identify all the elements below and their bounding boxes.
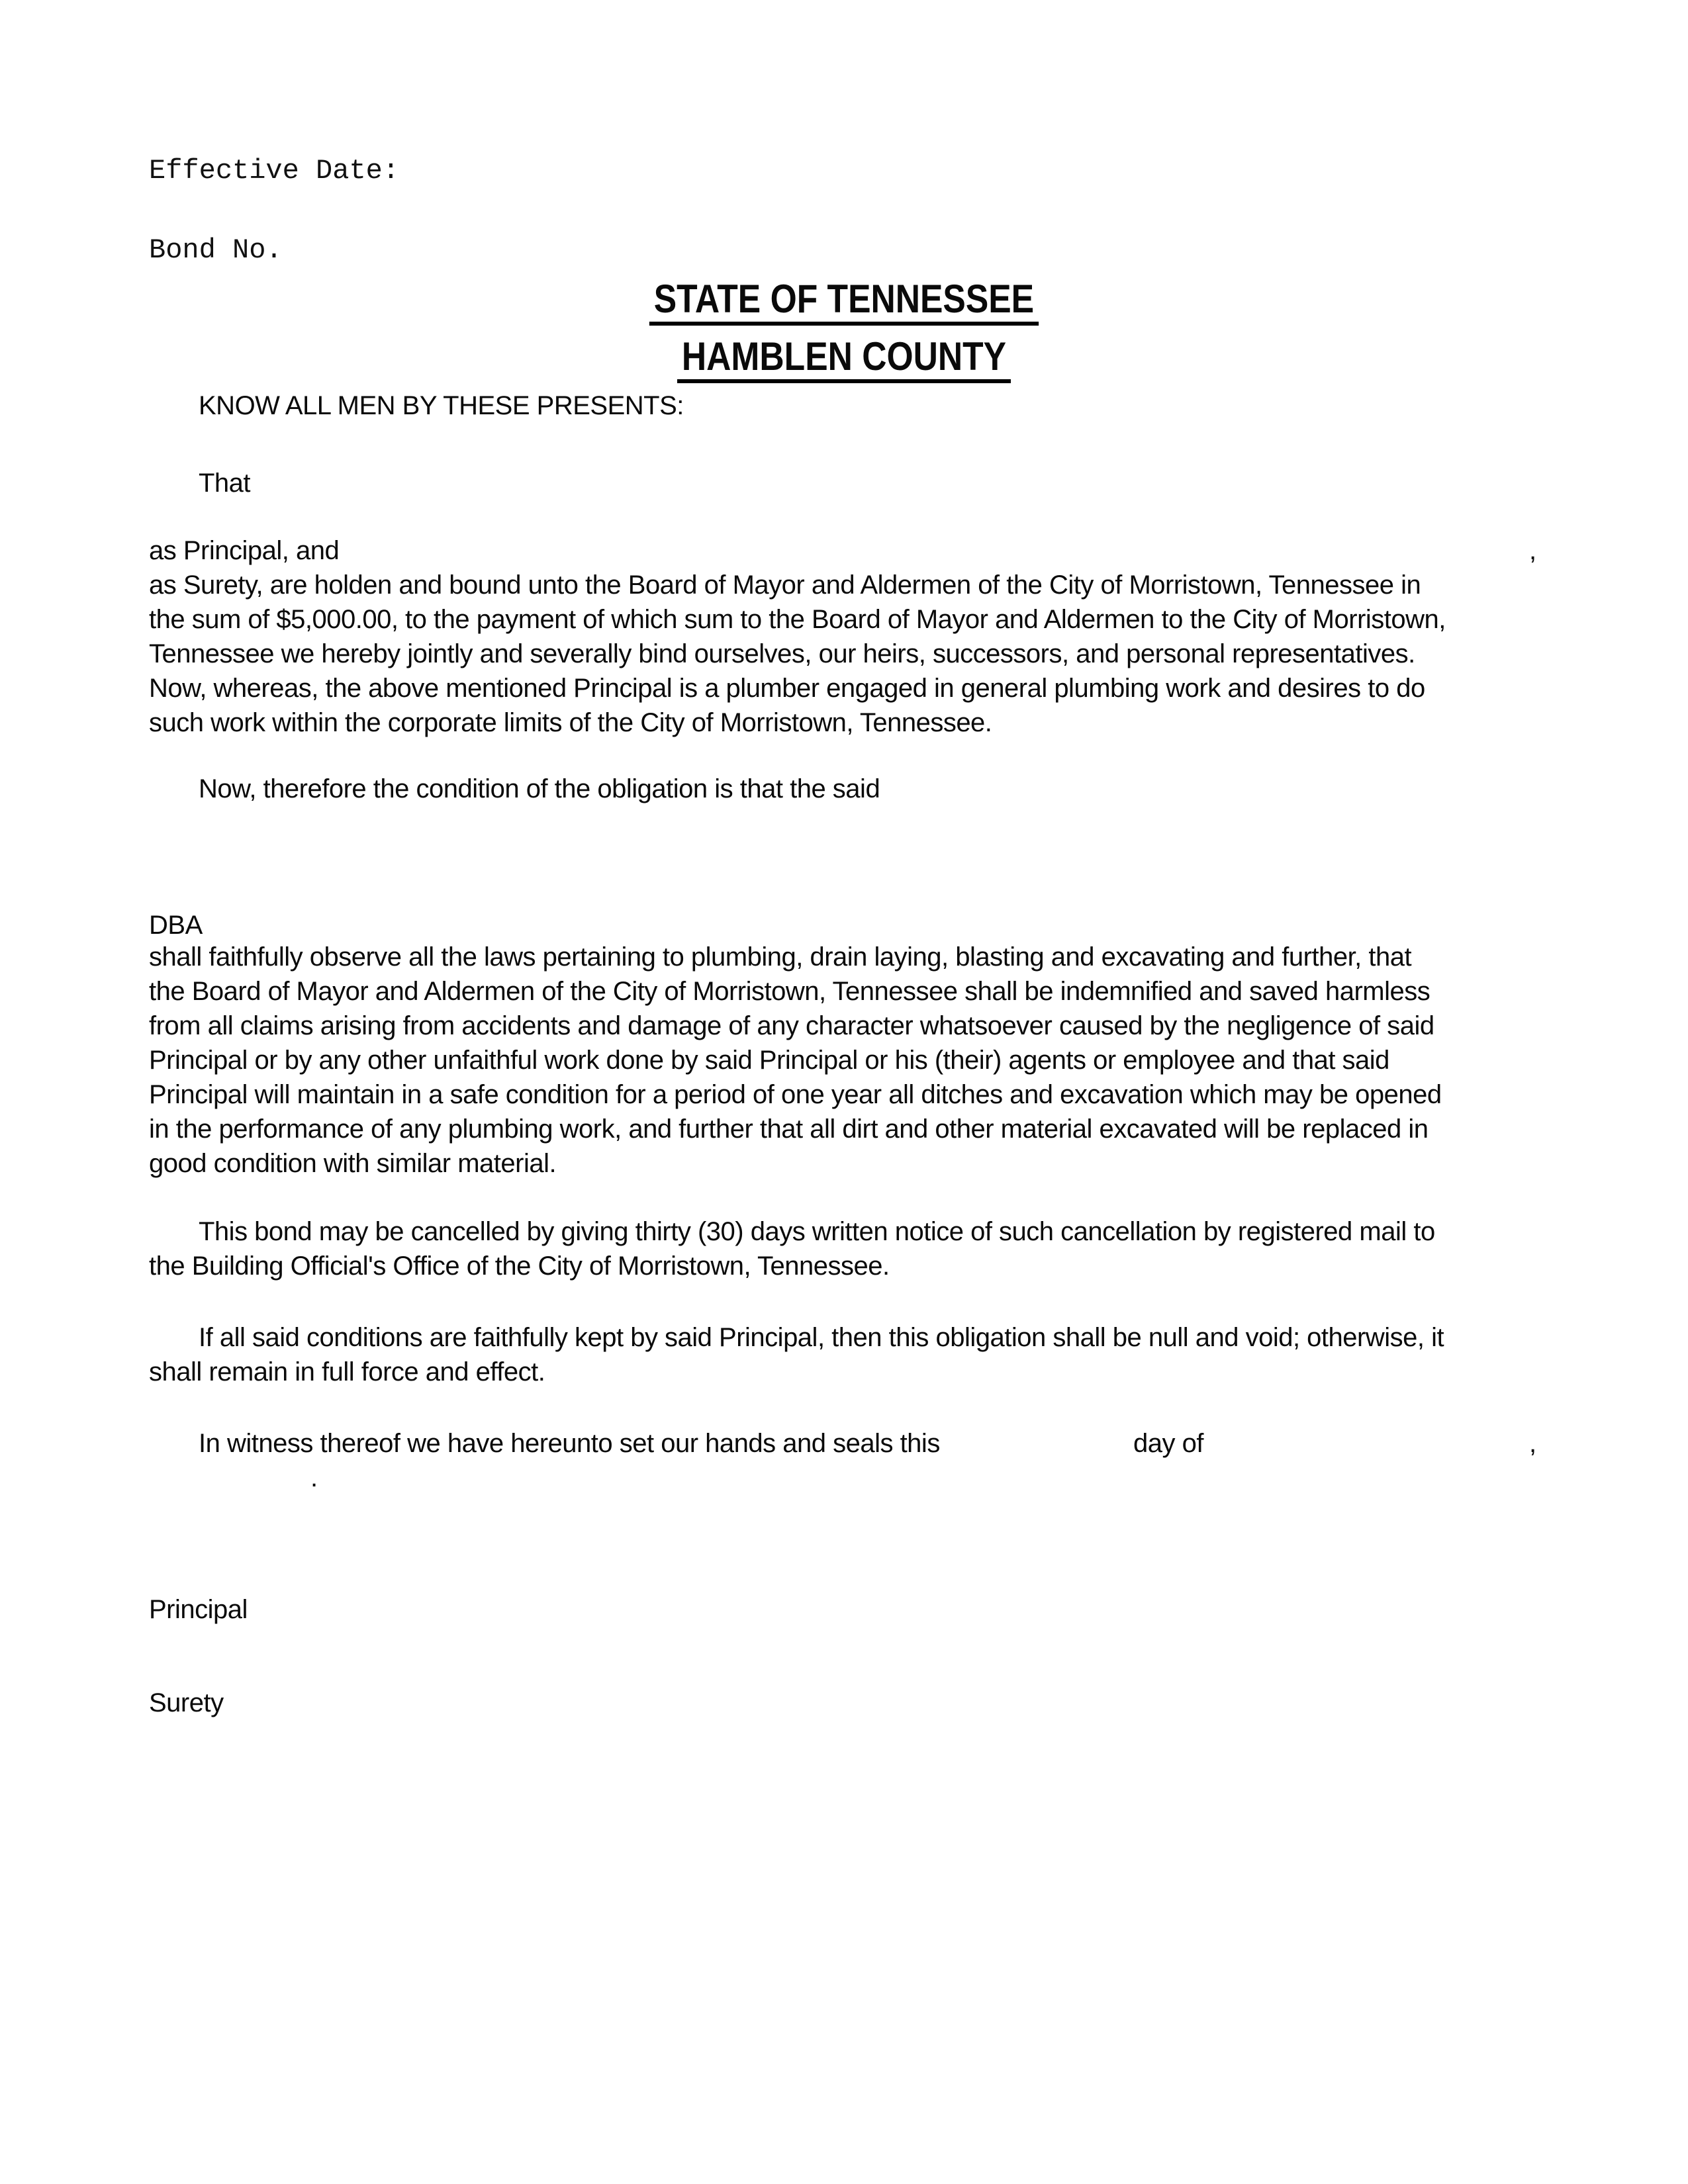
obligation-clause-line3: from all claims arising from accidents and damage of any character whatsoever caused by the negligence of said	[149, 1011, 1434, 1040]
principal-clause-line3: the sum of $5,000.00, to the payment of which sum to the Board of Mayor and Aldermen to the City of Morristown,	[149, 605, 1446, 634]
principal-clause-line1	[149, 533, 1536, 568]
witness-clause-line1-text: In witness thereof we have hereunto set our hands and seals this	[199, 1429, 940, 1458]
principal-clause-line1-comma: ,	[1529, 536, 1536, 565]
obligation-clause-line7: good condition with similar material.	[149, 1149, 557, 1178]
witness-day-of-label: day of	[1133, 1429, 1203, 1458]
void-clause-line1: If all said conditions are faithfully kept by said Principal, then this obligation shall be null and void; otherwise, it	[199, 1323, 1444, 1352]
document-title-line1: STATE OF TENNESSEE	[649, 278, 1039, 326]
effective-date-label: Effective Date:	[149, 155, 400, 187]
principal-clause-line2: as Surety, are holden and bound unto the Board of Mayor and Aldermen of the City of Morristown, Tennessee in	[149, 570, 1421, 600]
document-title-line2: HAMBLEN COUNTY	[677, 336, 1011, 383]
obligation-clause-paragraph	[149, 940, 1442, 1181]
bond-number-label: Bond No.	[149, 234, 283, 266]
cancellation-clause-line2: the Building Official's Office of the City of Morristown, Tennessee.	[149, 1251, 890, 1281]
witness-clause-line1	[149, 1426, 1605, 1461]
principal-clause-line4: Tennessee we hereby jointly and severally bind ourselves, our heirs, successors, and personal representatives.	[149, 639, 1415, 668]
know-all-men-line: KNOW ALL MEN BY THESE PRESENTS:	[199, 391, 684, 420]
principal-clause-line1-text: as Principal, and	[149, 536, 340, 565]
witness-clause-paragraph	[149, 1426, 1605, 1495]
dba-label: DBA	[149, 911, 203, 940]
year-blank-closing-period: .	[310, 1463, 318, 1492]
principal-signature-label: Principal	[149, 1595, 248, 1624]
principal-clause-line5: Now, whereas, the above mentioned Principal is a plumber engaged in general plumbing work and desires to do	[149, 674, 1425, 703]
principal-clause-line6: such work within the corporate limits of the City of Morristown, Tennessee.	[149, 708, 992, 737]
obligation-clause-line2: the Board of Mayor and Aldermen of the City of Morristown, Tennessee shall be indemnified and saved harmless	[149, 977, 1430, 1006]
obligation-clause-line4: Principal or by any other unfaithful work done by said Principal or his (their) agents or employee and that said	[149, 1046, 1389, 1075]
void-clause-paragraph	[149, 1320, 1444, 1389]
obligation-clause-line6: in the performance of any plumbing work, and further that all dirt and other material excavated will be replaced in	[149, 1115, 1429, 1144]
cancellation-clause-paragraph	[149, 1214, 1435, 1283]
cancellation-clause-line1: This bond may be cancelled by giving thirty (30) days written notice of such cancellation by registered mail to	[199, 1217, 1435, 1246]
document-title	[0, 278, 1688, 383]
void-clause-line2: shall remain in full force and effect.	[149, 1357, 545, 1387]
surety-signature-label: Surety	[149, 1688, 224, 1717]
obligation-clause-line5: Principal will maintain in a safe condition for a period of one year all ditches and excavation which may be opened	[149, 1080, 1442, 1109]
condition-clause-line: Now, therefore the condition of the obligation is that the said	[199, 774, 880, 803]
that-line: That	[199, 469, 251, 498]
witness-clause-trailing-comma: ,	[1529, 1429, 1536, 1458]
obligation-clause-line1: shall faithfully observe all the laws pertaining to plumbing, drain laying, blasting and excavating and further, that	[149, 942, 1412, 972]
principal-clause-paragraph	[149, 533, 1536, 740]
